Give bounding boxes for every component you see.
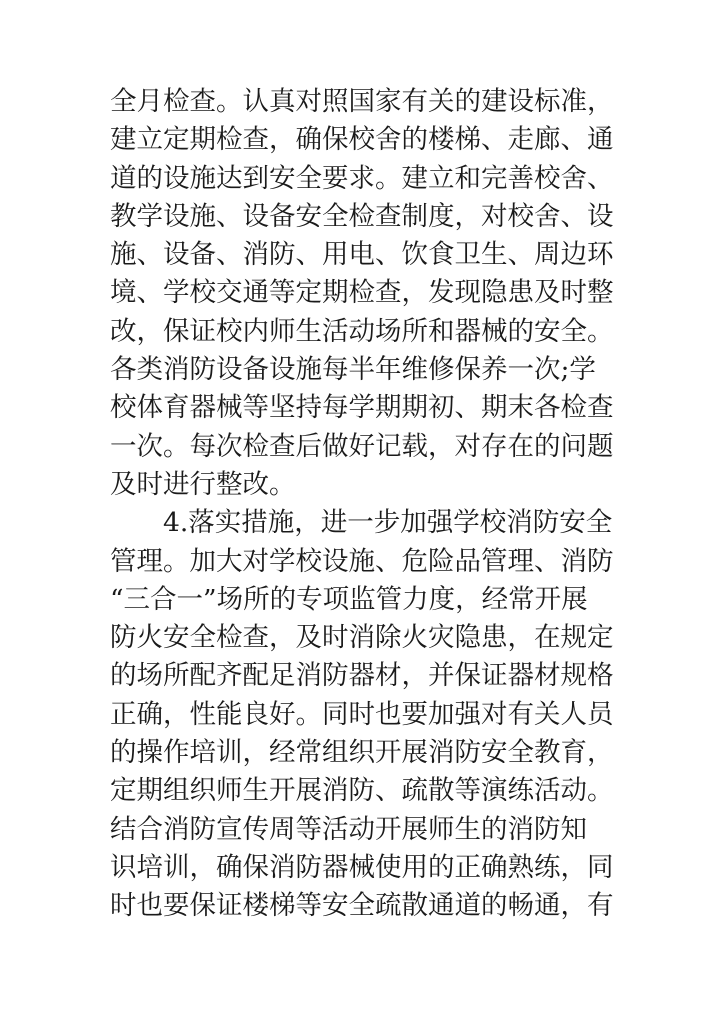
- body-text: [110, 83, 640, 926]
- text-line: 道的设施达到安全要求。建立和完善校舍、: [110, 162, 614, 194]
- text-line: 的场所配齐配足消防器材，并保证器材规格: [110, 660, 614, 692]
- text-line: 的操作培训，经常组织开展消防安全教育，: [110, 737, 614, 769]
- text-line: 一次。每次检查后做好记载，对存在的问题: [110, 430, 614, 462]
- text-line: 防火安全检查，及时消除火灾隐患，在规定: [110, 622, 614, 654]
- text-line: 及时进行整改。: [110, 468, 296, 500]
- text-line: 境、学校交通等定期检查，发现隐患及时整: [110, 277, 614, 309]
- text-line: 各类消防设备设施每半年维修保养一次;学: [110, 354, 596, 386]
- text-line: 管理。加大对学校设施、危险品管理、消防: [110, 545, 614, 577]
- text-line: 正确，性能良好。同时也要加强对有关人员: [110, 698, 614, 730]
- text-line: 全月检查。认真对照国家有关的建设标准，: [110, 86, 614, 117]
- text-line: 教学设施、设备安全检查制度，对校舍、设: [110, 200, 614, 232]
- text-line: 建立定期检查，确保校舍的楼梯、走廊、通: [110, 124, 614, 156]
- text-line: 识培训，确保消防器械使用的正确熟练，同: [110, 851, 614, 883]
- text-line: 校体育器械等坚持每学期期初、期末各检查: [110, 392, 614, 424]
- text-line: 改，保证校内师生活动场所和器械的安全。: [110, 315, 614, 347]
- text-line: 时也要保证楼梯等安全疏散通道的畅通，有: [110, 890, 614, 922]
- text-line: 施、设备、消防、用电、饮食卫生、周边环: [110, 239, 614, 271]
- paragraph-first-line: 4.落实措施，进一步加强学校消防安全: [163, 507, 613, 539]
- text-line: “三合一”场所的专项监管力度，经常开展: [110, 583, 588, 615]
- text-line: 定期组织师生开展消防、疏散等演练活动。: [110, 775, 614, 807]
- text-line: 结合消防宣传周等活动开展师生的消防知: [110, 813, 587, 845]
